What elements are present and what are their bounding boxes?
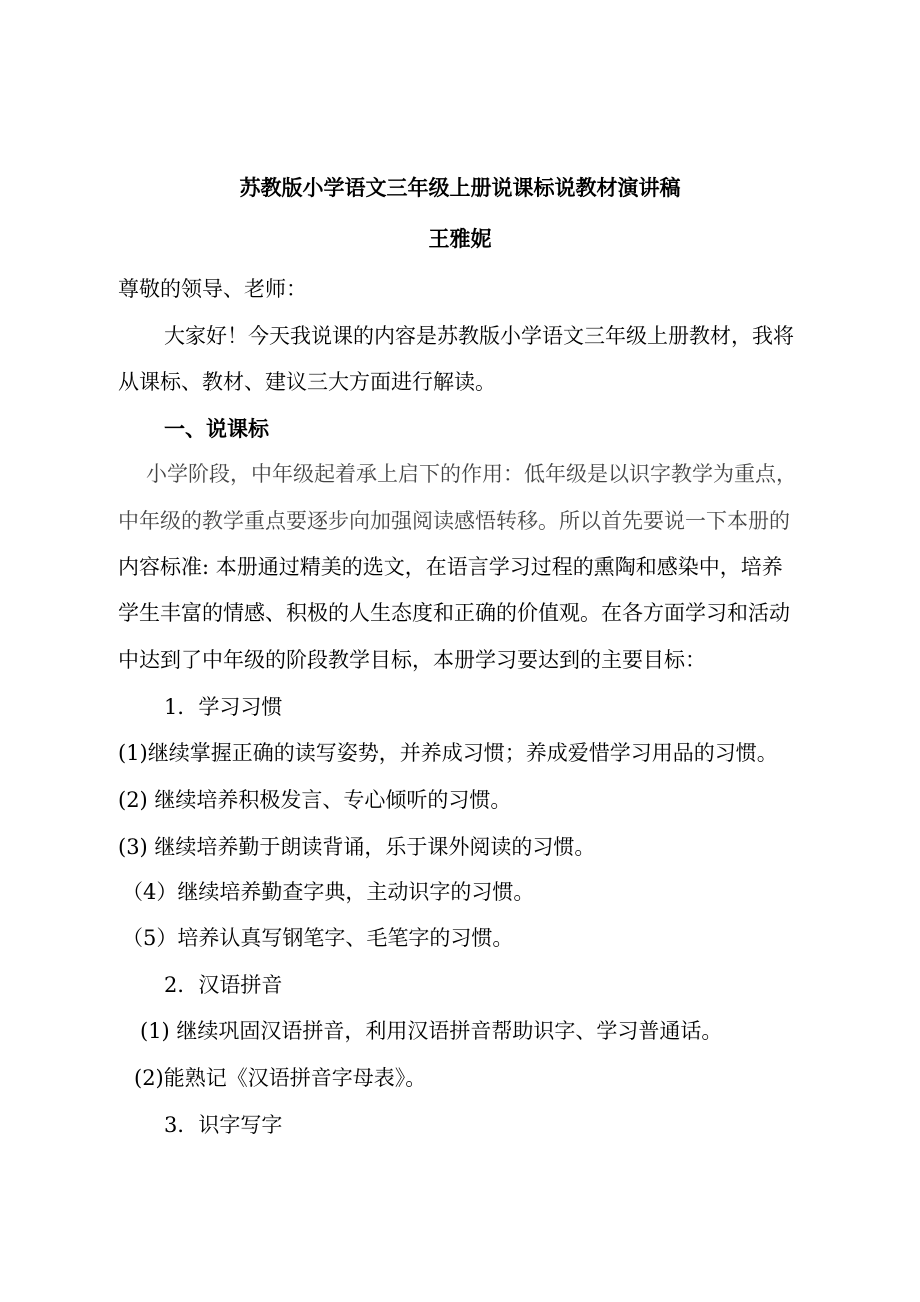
para-line: 学生丰富的情感、积极的人生态度和正确的价值观。在各方面学习和活动 xyxy=(118,601,790,625)
list-item: (1) 继续巩固汉语拼音，利用汉语拼音帮助识字、学习普通话。 xyxy=(140,1019,723,1043)
intro-line: 大家好！今天我说课的内容是苏教版小学语文三年级上册教材，我将 xyxy=(164,324,794,348)
intro-line: 从课标、教材、建议三大方面进行解读。 xyxy=(118,370,496,394)
para-line: 中达到了中年级的阶段教学目标，本册学习要达到的主要目标： xyxy=(118,648,706,672)
document-title: 苏教版小学语文三年级上册说课标说教材演讲稿 xyxy=(239,175,681,200)
greeting: 尊敬的领导、老师： xyxy=(118,277,307,301)
list-item: (2) 继续培养积极发言、专心倾听的习惯。 xyxy=(118,788,512,812)
list-item: （4）继续培养勤查字典，主动识字的习惯。 xyxy=(122,880,535,904)
subheading: 1．学习习惯 xyxy=(164,695,283,719)
para-line: 内容标准: 本册通过精美的选文，在语言学习过程的熏陶和感染中，培养 xyxy=(118,555,783,579)
list-item: （5）培养认真写钢笔字、毛笔字的习惯。 xyxy=(122,926,514,950)
section-heading: 一、说课标 xyxy=(164,416,269,441)
author: 王雅妮 xyxy=(428,226,492,251)
para-line: 小学阶段，中年级起着承上启下的作用：低年级是以识字教学为重点， xyxy=(146,462,797,486)
list-item: (2)能熟记《汉语拼音字母表》。 xyxy=(134,1066,427,1090)
list-item: (1)继续掌握正确的读写姿势，并养成习惯；养成爱惜学习用品的习惯。 xyxy=(118,741,778,765)
subheading: 3．识字写字 xyxy=(164,1113,283,1137)
para-line: 中年级的教学重点要逐步向加强阅读感悟转移。所以首先要说一下本册的 xyxy=(118,509,790,533)
subheading: 2．汉语拼音 xyxy=(164,973,283,997)
list-item: (3) 继续培养勤于朗读背诵，乐于课外阅读的习惯。 xyxy=(118,835,596,859)
